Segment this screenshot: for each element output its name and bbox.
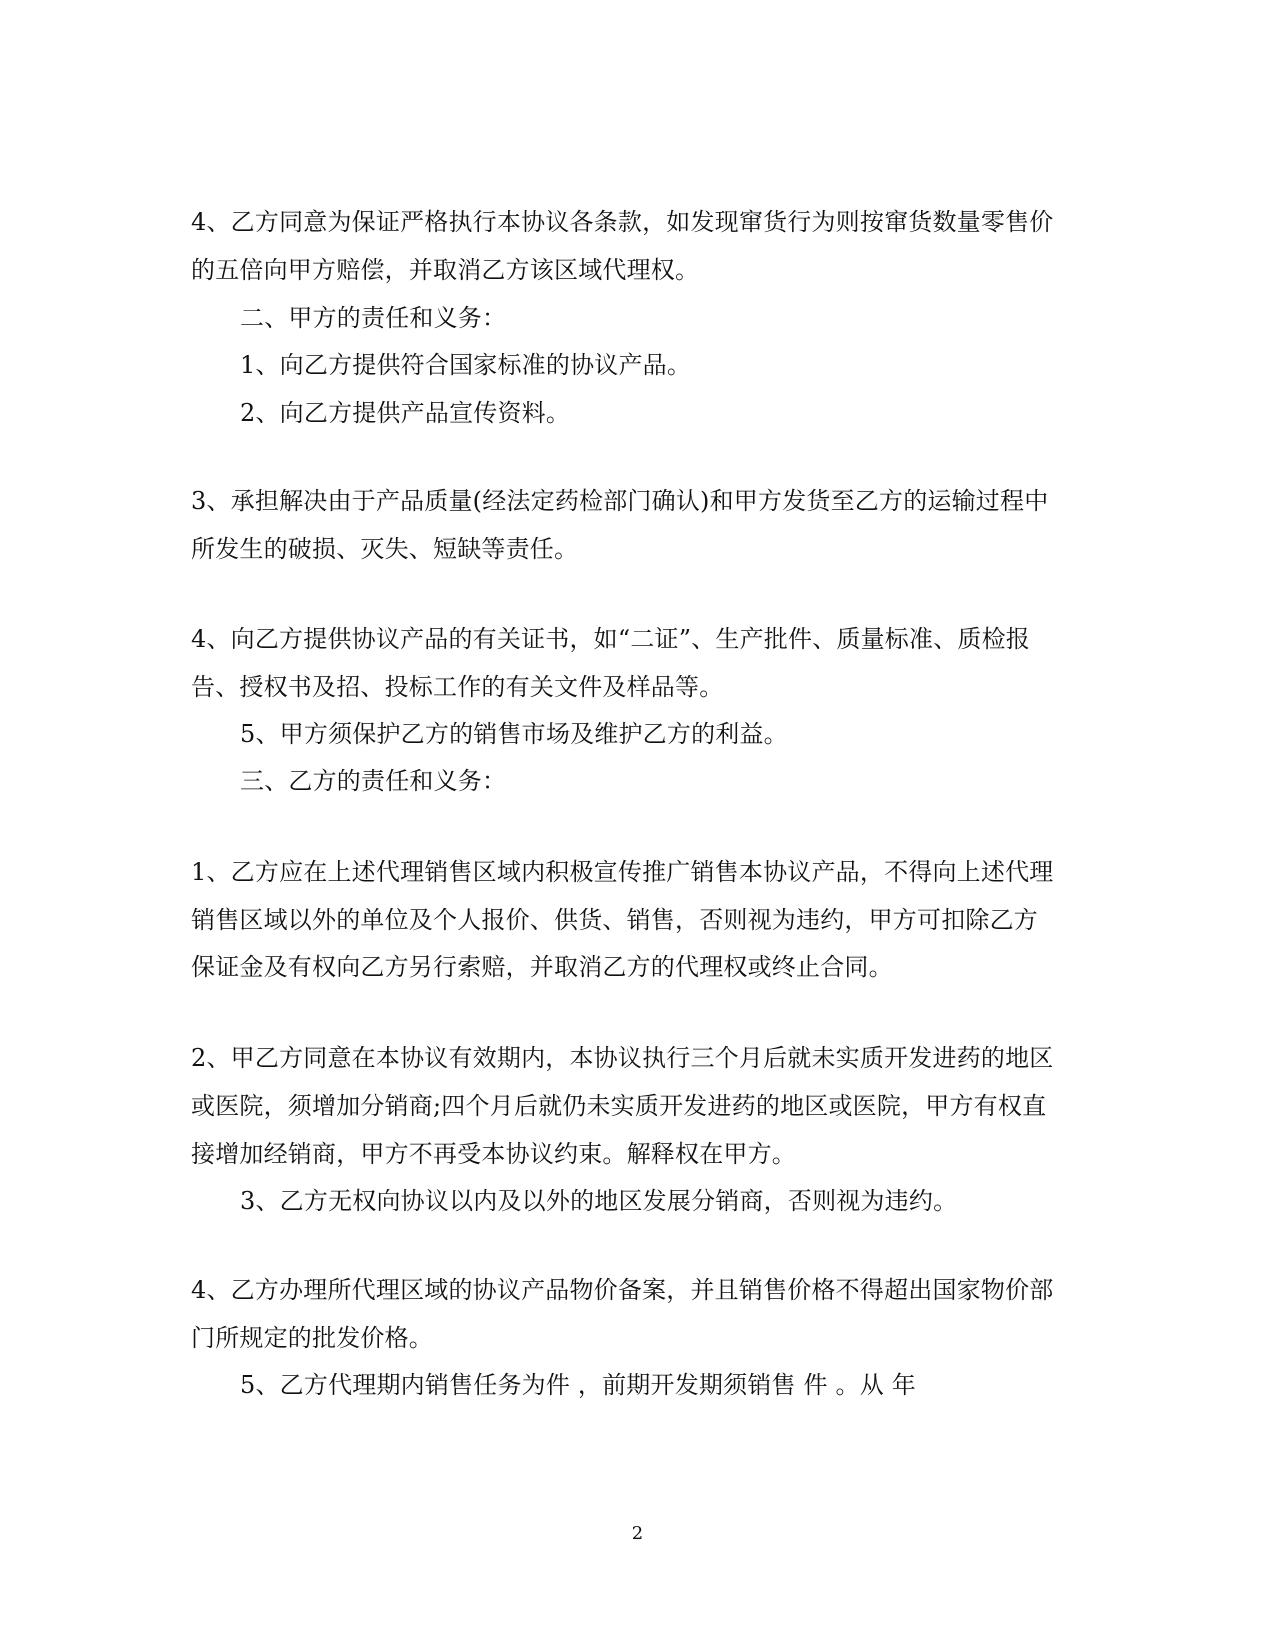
clause-c4-line-1: 4、乙方办理所代理区域的协议产品物价备案，并且销售价格不得超出国家物价部 [191, 1276, 1054, 1304]
clause-b5: 5、甲方须保护乙方的销售市场及维护乙方的利益。 [240, 720, 788, 748]
clause-c2-line-3: 接增加经销商，甲方不再受本协议约束。解释权在甲方。 [191, 1140, 796, 1168]
clause-c1-line-2: 销售区域以外的单位及个人报价、供货、销售，否则视为违约，甲方可扣除乙方 [191, 906, 1038, 934]
clause-c2-line-1: 2、甲乙方同意在本协议有效期内，本协议执行三个月后就未实质开发进药的地区 [191, 1044, 1054, 1072]
clause-c5: 5、乙方代理期内销售任务为件 ，前期开发期须销售 件 。从 年 [240, 1371, 916, 1399]
clause-c1-line-1: 1、乙方应在上述代理销售区域内积极宣传推广销售本协议产品，不得向上述代理 [191, 858, 1054, 886]
clause-c4-line-2: 门所规定的批发价格。 [191, 1324, 433, 1352]
clause-c1-line-3: 保证金及有权向乙方另行索赔，并取消乙方的代理权或终止合同。 [191, 953, 893, 981]
clause-b4-line-2: 告、授权书及招、投标工作的有关文件及样品等。 [191, 673, 724, 701]
clause-b3-line-1: 3、承担解决由于产品质量(经法定药检部门确认)和甲方发货至乙方的运输过程中 [191, 487, 1049, 515]
clause-b1: 1、向乙方提供符合国家标准的协议产品。 [240, 351, 692, 379]
page-number: 2 [631, 1523, 644, 1544]
section-heading-party-b: 三、乙方的责任和义务： [240, 767, 507, 795]
clause-c3: 3、乙方无权向协议以内及以外的地区发展分销商，否则视为违约。 [240, 1187, 958, 1215]
clause-b3-line-2: 所发生的破损、灭失、短缺等责任。 [191, 535, 579, 563]
clause-a4-line-1: 4、乙方同意为保证严格执行本协议各条款，如发现窜货行为则按窜货数量零售价 [191, 208, 1054, 236]
clause-c2-line-2: 或医院，须增加分销商;四个月后就仍未实质开发进药的地区或医院，甲方有权直 [191, 1092, 1047, 1120]
clause-b4-line-1: 4、向乙方提供协议产品的有关证书，如“二证”、生产批件、质量标准、质检报 [191, 625, 1031, 653]
clause-a4-line-2: 的五倍向甲方赔偿，并取消乙方该区域代理权。 [191, 256, 700, 284]
clause-b2: 2、向乙方提供产品宣传资料。 [240, 399, 571, 427]
section-heading-party-a: 二、甲方的责任和义务： [240, 304, 507, 332]
